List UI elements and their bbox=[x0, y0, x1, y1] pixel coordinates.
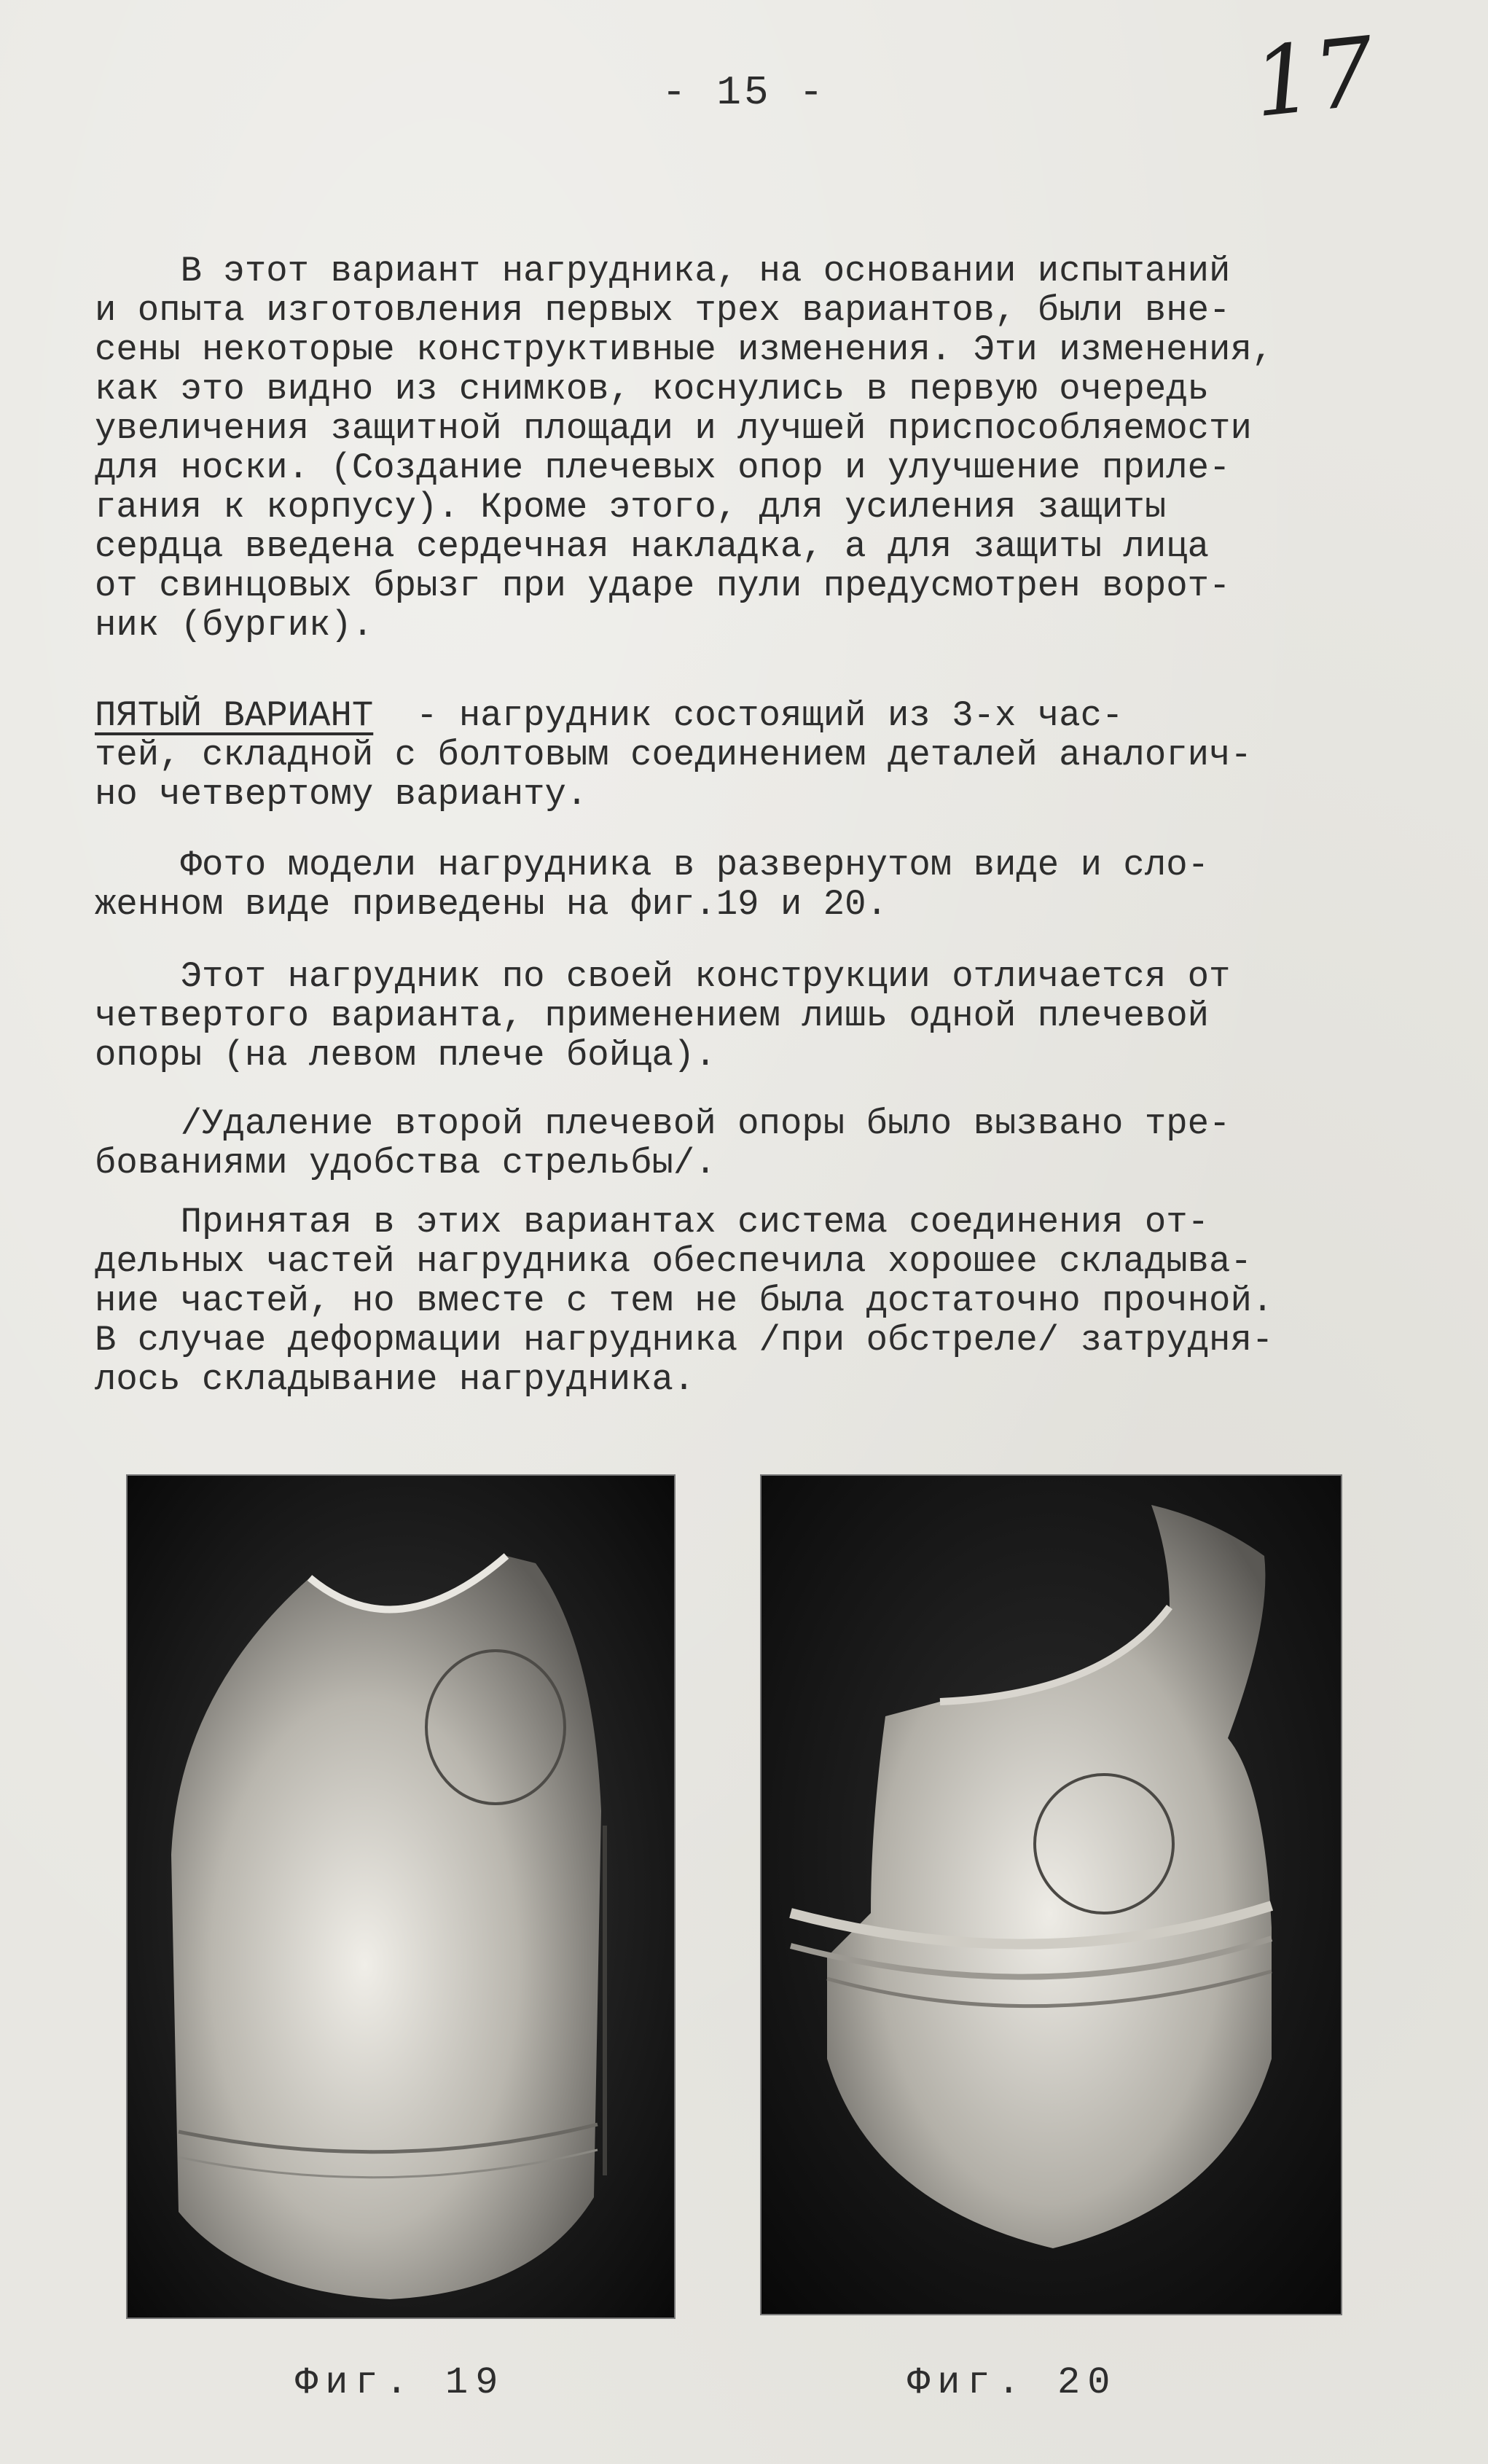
figure-20-photo bbox=[761, 1476, 1341, 2314]
page-number: - 15 - bbox=[662, 69, 826, 116]
figure-20-caption: Фиг. 20 bbox=[907, 2361, 1118, 2404]
paragraph-photo-reference: Фото модели нагрудника в развернутом виде и сло- женном виде приведены на фиг.19 и 20. bbox=[95, 845, 1210, 925]
figure-19-caption: Фиг. 19 bbox=[295, 2361, 506, 2404]
breastplate-unfolded-image bbox=[128, 1476, 674, 2318]
paragraph-fifth-variant bbox=[95, 696, 1436, 814]
paragraph-connection-system: Принятая в этих вариантах система соединения от- дельных частей нагрудника обеспечила хорошее складыва- ние частей, но вместе с тем не была достаточно прочной. В случае деформации нагрудника /при обстреле/ затрудня- лось складывание нагрудника. bbox=[95, 1202, 1274, 1400]
breastplate-folded-image bbox=[761, 1476, 1341, 2314]
figure-19-photo bbox=[128, 1476, 674, 2318]
paragraph-shoulder-support-note: /Удаление второй плечевой опоры было вызвано тре- бованиями удобства стрельбы/. bbox=[95, 1103, 1231, 1184]
section-heading-fifth-variant: ПЯТЫЙ ВАРИАНТ bbox=[95, 695, 374, 736]
paragraph-design-changes: В этот вариант нагрудника, на основании испытаний и опыта изготовления первых трех вариантов, были вне- сены некоторые конструктивные изменения. Эти изменения, как это видно из снимков, коснулись в первую очередь увеличения защитной площади и лучшей приспособляемости для носки. (Создание плечевых опор и улучшение приле- гания к корпусу). Кроме этого, для усиления защиты сердца введена сердечная накладка, а для защиты лица от свинцовых брызг при ударе пули предусмотрен ворот- ник (бургик). bbox=[95, 251, 1274, 646]
archive-sheet-number: 17 bbox=[1248, 15, 1379, 139]
paragraph-construction-difference: Этот нагрудник по своей конструкции отличается от четвертого варианта, применением лишь одной плечевой опоры (на левом плече бойца). bbox=[95, 956, 1231, 1076]
paragraph-fifth-variant-text: - нагрудник состоящий из 3-х час- тей, складной с болтовым соединением деталей аналогич- но четвертому варианту. bbox=[95, 695, 1252, 815]
